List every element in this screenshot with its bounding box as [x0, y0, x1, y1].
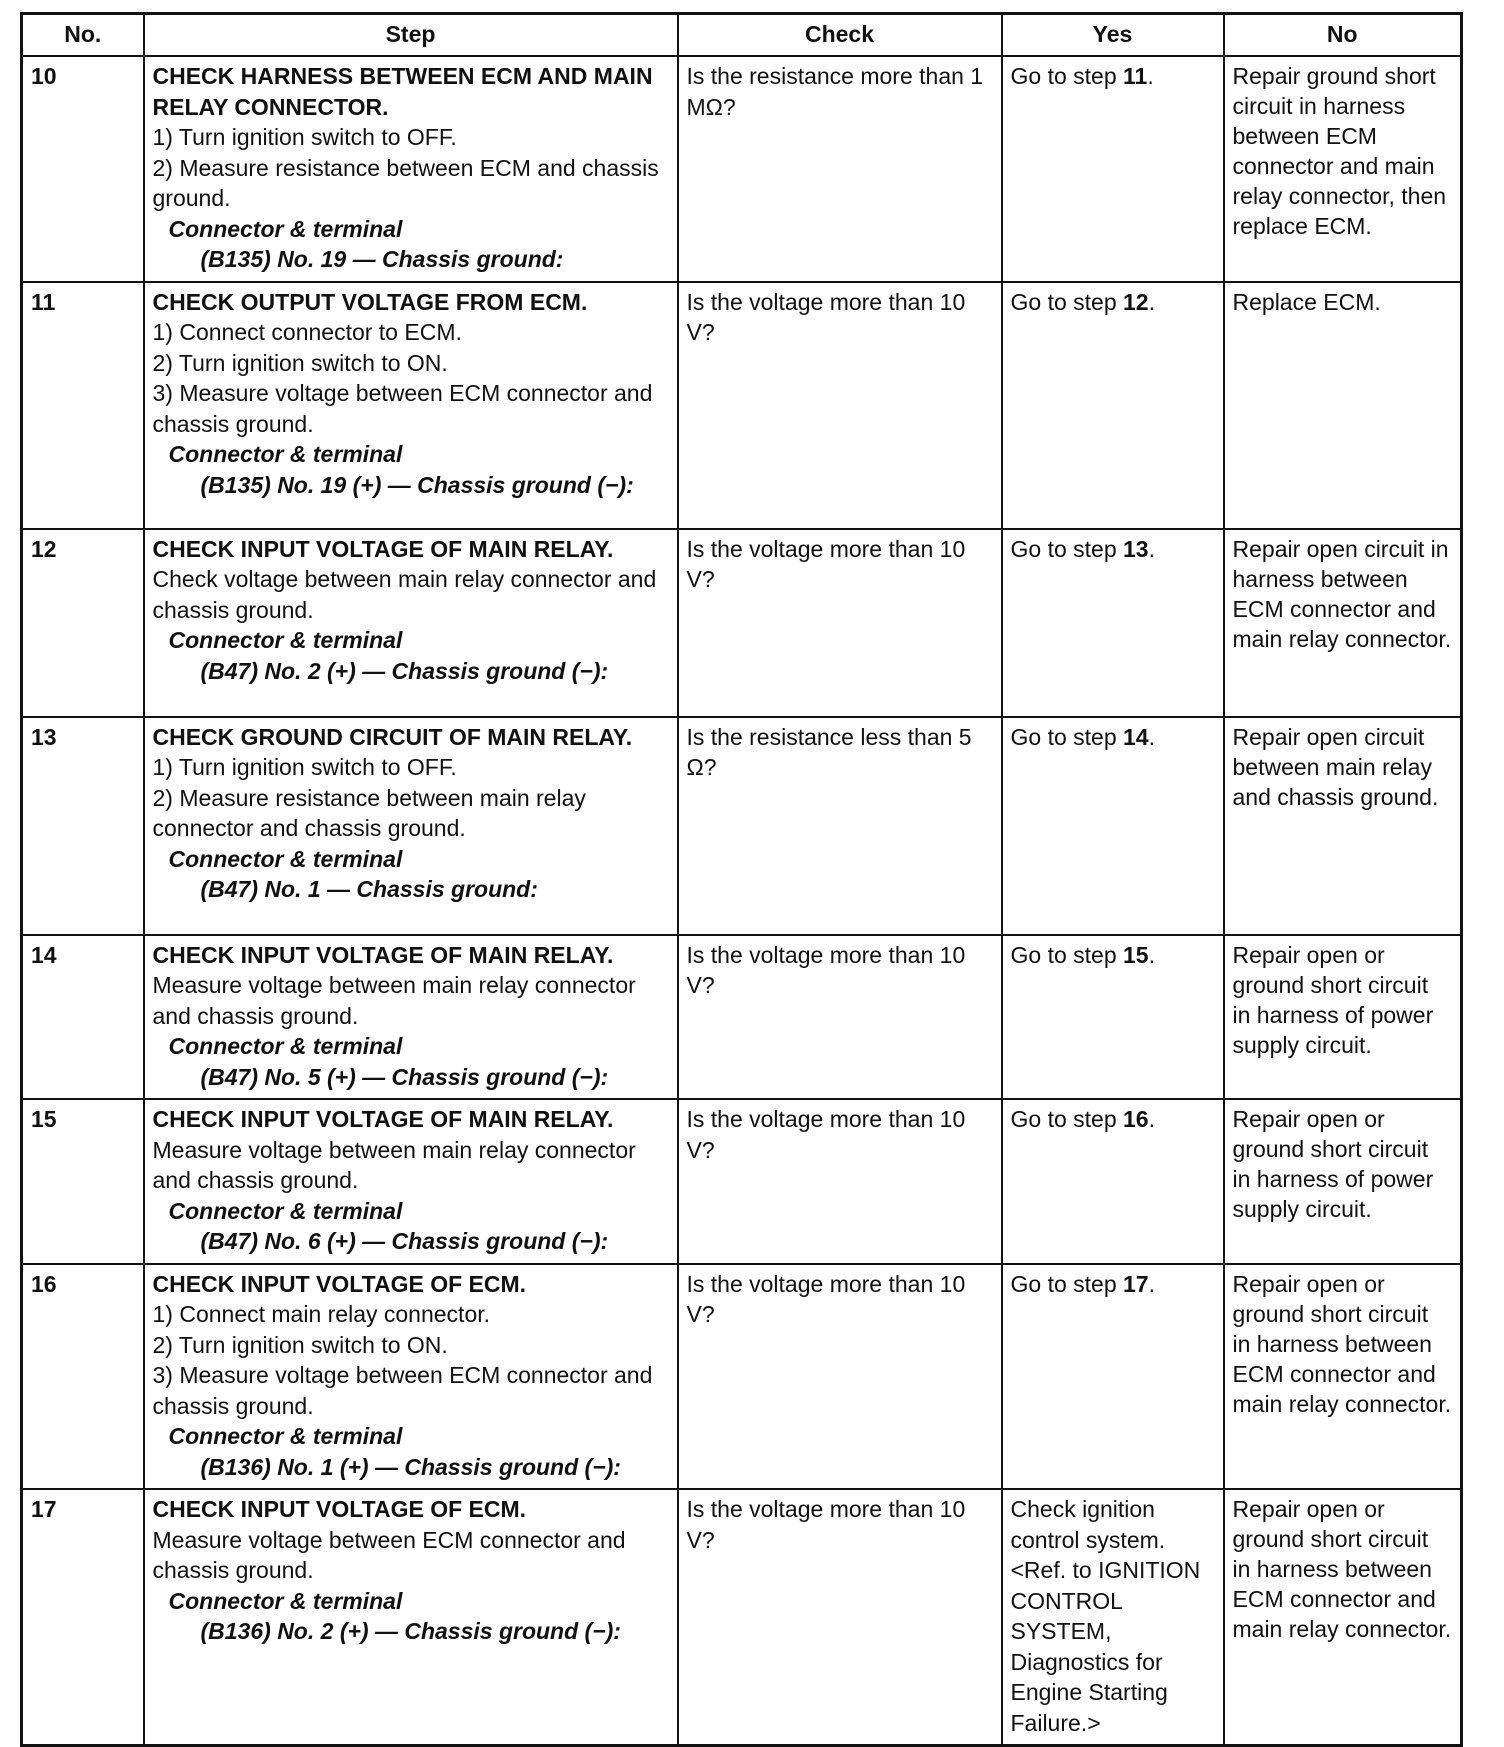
no-cell: [1224, 56, 1462, 282]
check-cell: [678, 282, 1002, 529]
step-instruction: 1) Turn ignition switch to OFF.: [152, 124, 457, 150]
yes-cell: [1002, 1489, 1224, 1746]
step-instruction: 3) Measure voltage between ECM connector and chassis ground.: [152, 380, 653, 437]
step-instruction: 1) Connect main relay connector.: [152, 1301, 491, 1327]
check-cell: [678, 56, 1002, 282]
step-title: CHECK INPUT VOLTAGE OF MAIN RELAY.: [152, 941, 614, 968]
connector-terminal-value: (B135) No. 19 — Chassis ground:: [200, 246, 564, 272]
yes-suffix: .: [1148, 535, 1155, 562]
check-question: Is the voltage more than 10 V?: [686, 1106, 966, 1163]
check-cell: [678, 529, 1002, 717]
step-number: 11: [22, 282, 144, 529]
no-cell: [1224, 935, 1462, 1100]
step-title: CHECK INPUT VOLTAGE OF MAIN RELAY.: [152, 535, 614, 562]
yes-prefix: Check ignition control system. <Ref. to IGNITION CONTROL SYSTEM, Diagnostics for Engine Starting Failure.>: [1010, 1496, 1201, 1736]
yes-suffix: .: [1148, 941, 1155, 968]
yes-cell: [1002, 282, 1224, 529]
step-title: CHECK INPUT VOLTAGE OF ECM.: [152, 1496, 527, 1522]
yes-step-number: 12: [1123, 288, 1149, 315]
no-cell: [1224, 1099, 1462, 1264]
check-cell: [678, 1264, 1002, 1490]
connector-terminal-value: (B136) No. 1 (+) — Chassis ground (−):: [200, 1453, 621, 1480]
header-step: Step: [144, 14, 678, 57]
table-row: [22, 1489, 1462, 1746]
no-action: Repair open or ground short circuit in harness between ECM connector and main relay connector.: [1232, 1270, 1452, 1417]
connector-terminal-label: Connector & terminal: [168, 441, 403, 467]
yes-prefix: Go to step: [1010, 288, 1124, 315]
connector-terminal-value: (B136) No. 2 (+) — Chassis ground (−):: [200, 1618, 621, 1644]
table-row: [22, 717, 1462, 935]
table-row: [22, 282, 1462, 529]
no-action: Repair open or ground short circuit in harness between ECM connector and main relay connector.: [1232, 1496, 1452, 1642]
connector-terminal-value: (B47) No. 1 — Chassis ground:: [200, 876, 538, 902]
step-instruction: 2) Measure resistance between ECM and chassis ground.: [152, 154, 659, 211]
check-cell: [678, 935, 1002, 1100]
connector-terminal-label: Connector & terminal: [168, 215, 403, 242]
yes-prefix: Go to step: [1010, 723, 1124, 750]
no-cell: [1224, 282, 1462, 529]
step-cell: [144, 56, 678, 282]
table-row: [22, 1099, 1462, 1264]
yes-cell: [1002, 56, 1224, 282]
table-row: [22, 935, 1462, 1100]
step-instruction: Measure voltage between main relay connector and chassis ground.: [152, 972, 636, 1029]
diagnostic-table: [20, 12, 1463, 1747]
no-cell: [1224, 1264, 1462, 1490]
connector-terminal-value: (B47) No. 5 (+) — Chassis ground (−):: [200, 1063, 609, 1090]
no-action: Replace ECM.: [1232, 288, 1381, 315]
yes-prefix: Go to step: [1010, 941, 1124, 968]
no-action: Repair ground short circuit in harness between ECM connector and main relay connector, then replace ECM.: [1232, 63, 1447, 239]
connector-terminal-value: (B47) No. 2 (+) — Chassis ground (−):: [200, 657, 609, 684]
step-instruction: 1) Connect connector to ECM.: [152, 319, 462, 345]
yes-prefix: Go to step: [1010, 63, 1124, 89]
check-question: Is the resistance more than 1 MΩ?: [686, 63, 984, 120]
no-action: Repair open or ground short circuit in harness of power supply circuit.: [1232, 1106, 1434, 1222]
yes-suffix: .: [1148, 1106, 1155, 1132]
step-instruction: 1) Turn ignition switch to OFF.: [152, 754, 457, 780]
step-instruction: Check voltage between main relay connector and chassis ground.: [152, 566, 657, 623]
header-row: [22, 14, 1462, 57]
yes-cell: [1002, 1099, 1224, 1264]
step-cell: [144, 935, 678, 1100]
step-title: CHECK HARNESS BETWEEN ECM AND MAIN RELAY CONNECTOR.: [152, 63, 653, 120]
connector-terminal-value: (B47) No. 6 (+) — Chassis ground (−):: [200, 1228, 609, 1254]
yes-cell: [1002, 529, 1224, 717]
step-instruction: Measure voltage between main relay connector and chassis ground.: [152, 1136, 636, 1193]
step-number: 15: [22, 1099, 144, 1264]
yes-step-number: 14: [1123, 723, 1149, 750]
step-cell: [144, 717, 678, 935]
yes-cell: [1002, 717, 1224, 935]
step-title: CHECK OUTPUT VOLTAGE FROM ECM.: [152, 288, 588, 315]
yes-suffix: .: [1147, 63, 1154, 89]
check-question: Is the resistance less than 5 Ω?: [686, 723, 972, 780]
yes-prefix: Go to step: [1010, 1106, 1124, 1132]
step-cell: [144, 529, 678, 717]
connector-terminal-label: Connector & terminal: [168, 1423, 403, 1449]
check-question: Is the voltage more than 10 V?: [686, 1496, 966, 1553]
check-cell: [678, 1099, 1002, 1264]
connector-terminal-label: Connector & terminal: [168, 1033, 403, 1059]
header-no-result: No: [1224, 14, 1462, 57]
table-body: [22, 56, 1462, 1746]
step-title: CHECK GROUND CIRCUIT OF MAIN RELAY.: [152, 723, 633, 750]
step-instruction: 2) Measure resistance between main relay connector and chassis ground.: [152, 784, 586, 841]
yes-suffix: .: [1148, 288, 1155, 315]
yes-step-number: 13: [1123, 535, 1149, 562]
yes-suffix: .: [1148, 1270, 1155, 1297]
no-action: Repair open or ground short circuit in harness of power supply circuit.: [1232, 941, 1434, 1058]
connector-terminal-label: Connector & terminal: [168, 1197, 403, 1224]
header-no: No.: [22, 14, 144, 57]
table-row: [22, 529, 1462, 717]
connector-terminal-value: (B135) No. 19 (+) — Chassis ground (−):: [200, 471, 634, 498]
no-cell: [1224, 717, 1462, 935]
step-number: 10: [22, 56, 144, 282]
step-number: 13: [22, 717, 144, 935]
no-action: Repair open circuit between main relay and chassis ground.: [1232, 723, 1439, 810]
step-title: CHECK INPUT VOLTAGE OF ECM.: [152, 1270, 527, 1297]
step-title: CHECK INPUT VOLTAGE OF MAIN RELAY.: [152, 1106, 614, 1132]
yes-cell: [1002, 1264, 1224, 1490]
yes-step-number: 15: [1123, 941, 1149, 968]
header-check: Check: [678, 14, 1002, 57]
header-yes: Yes: [1002, 14, 1224, 57]
yes-step-number: 11: [1123, 63, 1148, 89]
step-number: 17: [22, 1489, 144, 1746]
step-number: 14: [22, 935, 144, 1100]
no-cell: [1224, 529, 1462, 717]
connector-terminal-label: Connector & terminal: [168, 1587, 403, 1614]
no-action: Repair open circuit in harness between ECM connector and main relay connector.: [1232, 535, 1452, 652]
yes-prefix: Go to step: [1010, 535, 1124, 562]
check-question: Is the voltage more than 10 V?: [686, 941, 966, 998]
step-cell: [144, 1264, 678, 1490]
table-row: [22, 1264, 1462, 1490]
step-instruction: 2) Turn ignition switch to ON.: [152, 1331, 448, 1358]
yes-cell: [1002, 935, 1224, 1100]
connector-terminal-label: Connector & terminal: [168, 627, 403, 653]
yes-step-number: 16: [1123, 1106, 1149, 1132]
check-question: Is the voltage more than 10 V?: [686, 288, 966, 345]
yes-step-number: 17: [1123, 1270, 1149, 1297]
step-cell: [144, 282, 678, 529]
yes-suffix: .: [1148, 723, 1155, 750]
check-question: Is the voltage more than 10 V?: [686, 1270, 966, 1327]
connector-terminal-label: Connector & terminal: [168, 845, 403, 872]
step-number: 12: [22, 529, 144, 717]
check-cell: [678, 717, 1002, 935]
step-instruction: 3) Measure voltage between ECM connector and chassis ground.: [152, 1362, 653, 1419]
check-question: Is the voltage more than 10 V?: [686, 535, 966, 592]
no-cell: [1224, 1489, 1462, 1746]
check-cell: [678, 1489, 1002, 1746]
step-number: 16: [22, 1264, 144, 1490]
step-cell: [144, 1489, 678, 1746]
table-row: [22, 56, 1462, 282]
step-instruction: Measure voltage between ECM connector and chassis ground.: [152, 1526, 626, 1583]
yes-prefix: Go to step: [1010, 1270, 1124, 1297]
step-instruction: 2) Turn ignition switch to ON.: [152, 349, 448, 376]
step-cell: [144, 1099, 678, 1264]
